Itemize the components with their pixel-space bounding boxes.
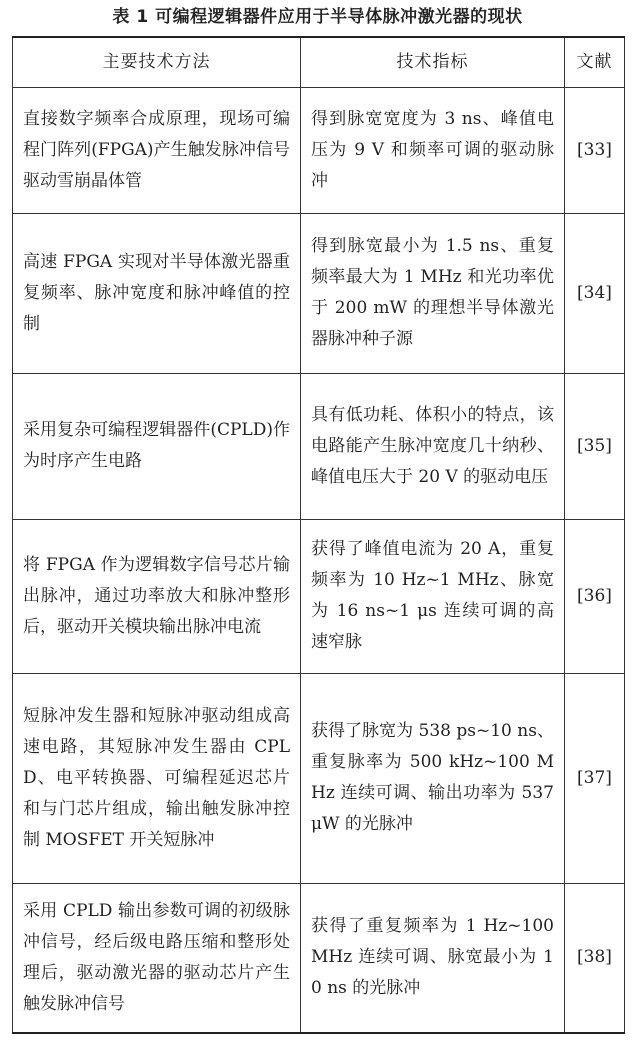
ref-cell: [35]	[565, 373, 625, 519]
method-cell: 直接数字频率合成原理，现场可编程门阵列(FPGA)产生触发脉冲信号驱动雪崩晶体管	[13, 87, 301, 213]
method-cell: 短脉冲发生器和短脉冲驱动组成高速电路，其短脉冲发生器由 CPLD、电平转换器、可编程延迟芯片和与门芯片组成，输出触发脉冲控制 MOSFET 开关短脉冲	[13, 673, 301, 883]
ref-cell: [38]	[565, 883, 625, 1033]
index-cell: 获得了重复频率为 1 Hz~100 MHz 连续可调、脉宽最小为 10 ns 的光脉冲	[301, 883, 565, 1033]
ref-cell: [33]	[565, 87, 625, 213]
header-ref: 文献	[565, 37, 625, 87]
header-index: 技术指标	[301, 37, 565, 87]
method-cell: 采用 CPLD 输出参数可调的初级脉冲信号，经后级电路压缩和整形处理后，驱动激光器的驱动芯片产生触发脉冲信号	[13, 883, 301, 1033]
index-cell: 获得了峰值电流为 20 A，重复频率为 10 Hz~1 MHz、脉宽为 16 ns~1 μs 连续可调的高速窄脉	[301, 519, 565, 673]
ref-cell: [34]	[565, 213, 625, 373]
index-cell: 具有低功耗、体积小的特点，该电路能产生脉冲宽度几十纳秒、峰值电压大于 20 V 的驱动电压	[301, 373, 565, 519]
table-row	[13, 373, 625, 519]
index-cell: 获得了脉宽为 538 ps~10 ns、重复脉率为 500 kHz~100 MHz 连续可调、输出功率为 537 μW 的光脉冲	[301, 673, 565, 883]
table-row	[13, 883, 625, 1033]
table-row	[13, 519, 625, 673]
index-cell: 得到脉宽宽度为 3 ns、峰值电压为 9 V 和频率可调的驱动脉冲	[301, 87, 565, 213]
table-row	[13, 87, 625, 213]
index-cell: 得到脉宽最小为 1.5 ns、重复频率最大为 1 MHz 和光功率优于 200 mW 的理想半导体激光器脉冲种子源	[301, 213, 565, 373]
status-table	[12, 36, 625, 1034]
ref-cell: [37]	[565, 673, 625, 883]
header-method: 主要技术方法	[13, 37, 301, 87]
method-cell: 采用复杂可编程逻辑器件(CPLD)作为时序产生电路	[13, 373, 301, 519]
method-cell: 将 FPGA 作为逻辑数字信号芯片输出脉冲，通过功率放大和脉冲整形后，驱动开关模块输出脉冲电流	[13, 519, 301, 673]
table-row	[13, 673, 625, 883]
ref-cell: [36]	[565, 519, 625, 673]
table-row	[13, 213, 625, 373]
table-caption: 表 1 可编程逻辑器件应用于半导体脉冲激光器的现状	[112, 7, 523, 27]
table-header-row	[13, 37, 625, 87]
method-cell: 高速 FPGA 实现对半导体激光器重复频率、脉冲宽度和脉冲峰值的控制	[13, 213, 301, 373]
